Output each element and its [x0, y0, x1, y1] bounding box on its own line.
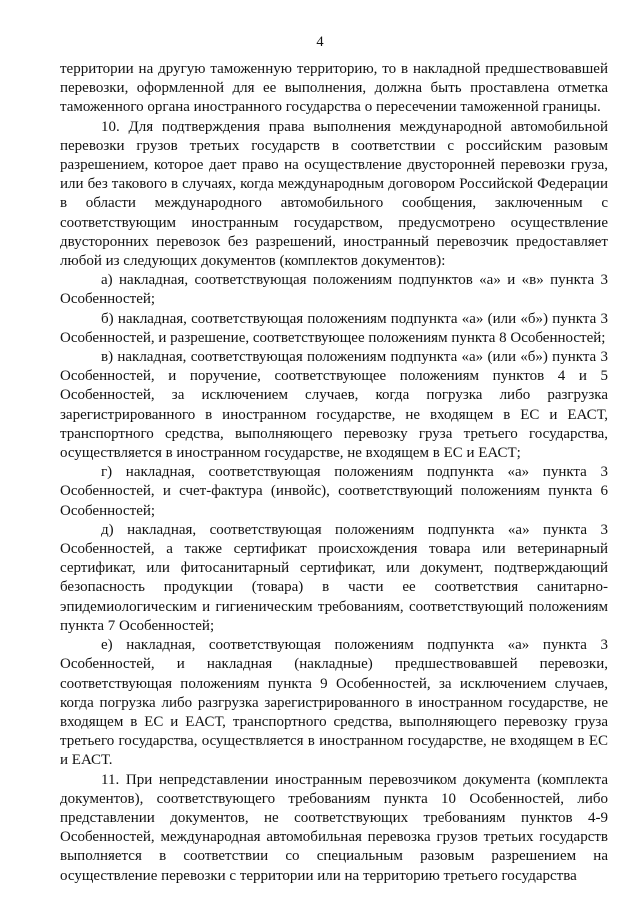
document-body: [60, 60, 608, 886]
list-item-d: д) накладная, соответствующая положениям подпункта «а» пункта 3 Особенностей, а также сертификат происхождения товара или ветеринарный сертификат, или фитосанитарный сертификат, или документ, подтверждающий безопасность продукции (товара) в части ее соответствия санитарно-эпидемиологическим и гигиеническим требованиям, соответствующий положениям пункта 7 Особенностей;: [60, 521, 608, 634]
paragraph-continuation: территории на другую таможенную территорию, то в накладной предшествовавшей перевозки, оформленной для ее выполнения, должна быть проставлена отметка таможенного органа иностранного государства о пересечении таможенной границы.: [60, 61, 608, 116]
list-item-a: а) накладная, соответствующая положениям подпунктов «а» и «в» пункта 3 Особенностей;: [60, 272, 608, 308]
list-item-e: е) накладная, соответствующая положениям подпункта «а» пункта 3 Особенностей, и накладная (накладные) предшествовавшей перевозки, соответствующая положениям пункта 9 Особенностей, за исключением случаев, когда погрузка либо разгрузка зарегистрированного в иностранном государстве, не входящем в ЕС и ЕАСТ, транспортного средства, выполняющего перевозку груза третьего государства, осуществляется в иностранном государстве, не входящем в ЕС и ЕАСТ.: [60, 637, 608, 769]
list-item-v: в) накладная, соответствующая положениям подпункта «а» (или «б») пункта 3 Особенностей, и поручение, соответствующее положениям пунктов 4 и 5 Особенностей, за исключением случаев, когда погрузка либо разгрузка зарегистрированного в иностранном государстве, не входящем в ЕС и ЕАСТ, транспортного средства, выполняющего перевозку груза третьего государства, осуществляется в иностранном государстве, не входящем в ЕС и ЕАСТ;: [60, 349, 608, 462]
page-number: 4: [316, 34, 324, 50]
paragraph-11: 11. При непредставлении иностранным перевозчиком документа (комплекта документов), соответствующего требованиям пункта 10 Особенностей, либо представлении документов, не соответствующих требованиям пунктов 4-9 Особенностей, международная автомобильная перевозка грузов третьих государств выполняется в соответствии со специальным разовым разрешением на осуществление перевозки с территории или на территорию третьего государства: [60, 771, 608, 884]
list-item-b: б) накладная, соответствующая положениям подпункта «а» (или «б») пункта 3 Особенностей, и разрешение, соответствующее положениям пункта 8 Особенностей;: [60, 310, 608, 346]
paragraph-10: 10. Для подтверждения права выполнения международной автомобильной перевозки грузов третьих государств в соответствии с российским разовым разрешением, которое дает право на осуществление двусторонней перевозки груза, или без такового в случаях, когда международным договором Российской Федерации в области международного автомобильного сообщения, заключенным с соответствующим иностранным государством, предусмотрено осуществление двусторонних перевозок без разрешений, иностранный перевозчик предоставляет любой из следующих документов (комплектов документов):: [60, 118, 608, 270]
list-item-g: г) накладная, соответствующая положениям подпункта «а» пункта 3 Особенностей, и счет-фактура (инвойс), соответствующий положениям пункта 6 Особенностей;: [60, 464, 608, 519]
